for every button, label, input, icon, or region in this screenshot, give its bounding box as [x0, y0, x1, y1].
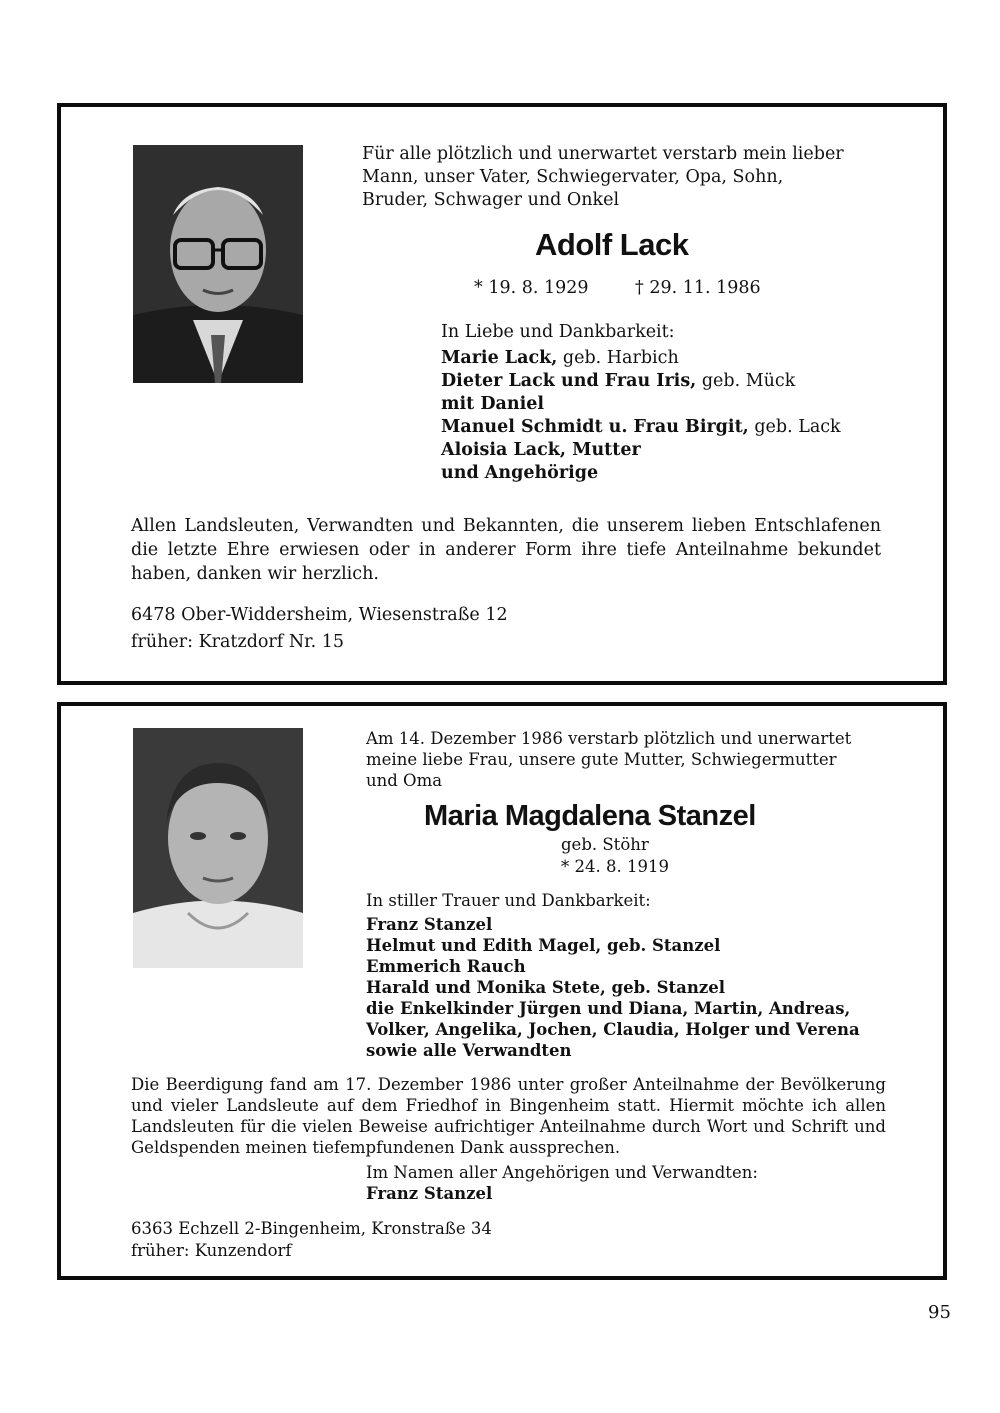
birth-date: * 19. 8. 1929	[474, 278, 589, 298]
mourner-detail: geb. Lack	[748, 417, 841, 437]
mourner-detail: geb. Harbich	[557, 348, 679, 368]
address: 6478 Ober-Widdersheim, Wiesenstraße 12	[131, 605, 508, 625]
mourner-name: Aloisia Lack, Mutter	[441, 440, 641, 460]
maiden-name: geb. Stöhr	[561, 835, 649, 854]
mourner-line	[441, 347, 679, 370]
intro-line: Für alle plötzlich und unerwartet verstarb mein lieber	[362, 144, 844, 164]
mourner-line: die Enkelkinder Jürgen und Diana, Martin, Andreas,	[366, 999, 851, 1018]
mourner-name: mit Daniel	[441, 394, 545, 414]
birth-date: * 24. 8. 1919	[561, 857, 669, 876]
mourner-line: Volker, Angelika, Jochen, Claudia, Holger und Verena	[366, 1020, 860, 1039]
address: 6363 Echzell 2-Bingenheim, Kronstraße 34	[131, 1219, 492, 1238]
mourner-line	[441, 370, 795, 393]
deceased-name: Maria Magdalena Stanzel	[424, 800, 756, 832]
funeral-thanks-paragraph: Die Beerdigung fand am 17. Dezember 1986 unter großer Anteilnahme der Bevölkerung und vieler Landsleute auf dem Friedhof in Bingenheim statt. Hiermit möchte ich allen Landsleuten für die vielen Beweise aufrichtiger Anteilnahme durch Wort und Schrift und Geldspenden meinen tiefempfundenen Dank aussprechen.	[131, 1075, 886, 1157]
mourner-line	[441, 416, 841, 439]
mourner-line	[441, 462, 598, 485]
obituary-notice-adolf-lack	[57, 103, 947, 685]
signer-name: Franz Stanzel	[366, 1184, 493, 1203]
mourner-line	[441, 439, 641, 462]
mourner-detail: geb. Mück	[696, 371, 796, 391]
mourner-line: Emmerich Rauch	[366, 957, 526, 976]
portrait-photo-man	[133, 145, 303, 383]
mourner-name: Marie Lack,	[441, 348, 558, 368]
intro-line: Mann, unser Vater, Schwiegervater, Opa, Sohn,	[362, 167, 784, 187]
mourner-name: Dieter Lack und Frau Iris,	[441, 371, 697, 391]
intro-line: meine liebe Frau, unsere gute Mutter, Schwiegermutter	[366, 750, 837, 769]
mourners-heading: In stiller Trauer und Dankbarkeit:	[366, 891, 651, 910]
deceased-name: Adolf Lack	[535, 227, 689, 262]
former-residence: früher: Kunzendorf	[131, 1241, 292, 1260]
mourner-name: und Angehörige	[441, 463, 599, 483]
mourners-heading: In Liebe und Dankbarkeit:	[441, 322, 675, 342]
intro-line: Bruder, Schwager und Onkel	[362, 190, 620, 210]
mourner-line: Helmut und Edith Magel, geb. Stanzel	[366, 936, 721, 955]
intro-line: und Oma	[366, 771, 443, 790]
former-residence: früher: Kratzdorf Nr. 15	[131, 632, 344, 652]
obituary-notice-maria-stanzel	[57, 702, 947, 1280]
thanks-paragraph: Allen Landsleuten, Verwandten und Bekannten, die unserem lieben Entschlafenen die letzte Ehre erwiesen oder in anderer Form ihre tiefe Anteilnahme bekundet haben, danken wir herzlich.	[131, 516, 881, 584]
intro-line: Am 14. Dezember 1986 verstarb plötzlich und unerwartet	[366, 729, 852, 748]
mourner-name: Manuel Schmidt u. Frau Birgit,	[441, 417, 749, 437]
page-number: 95	[928, 1302, 951, 1323]
mourner-line: Franz Stanzel	[366, 915, 493, 934]
signoff-line: Im Namen aller Angehörigen und Verwandten:	[366, 1163, 758, 1182]
portrait-photo-woman	[133, 728, 303, 968]
death-date: † 29. 11. 1986	[635, 278, 761, 298]
portrait-man-illustration	[133, 145, 303, 383]
mourner-line: sowie alle Verwandten	[366, 1041, 572, 1060]
mourner-line	[441, 393, 544, 416]
portrait-woman-illustration	[133, 728, 303, 968]
mourner-line: Harald und Monika Stete, geb. Stanzel	[366, 978, 725, 997]
